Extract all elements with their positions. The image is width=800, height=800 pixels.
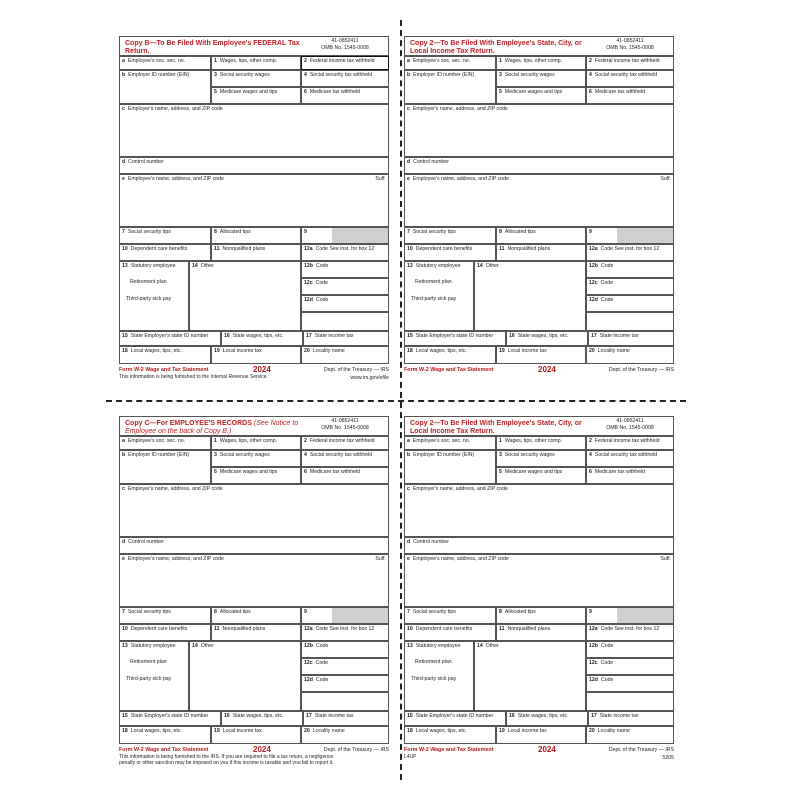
dept-label: Dept. of the Treasury — IRS: [323, 747, 389, 753]
box-13[interactable]: 13 Statutory employee Retirement plan Third-party sick pay: [119, 261, 189, 331]
box-12-blank: [301, 312, 389, 331]
box-12a[interactable]: 12a Code See inst. for box 12: [586, 244, 674, 261]
tax-year: 2024: [253, 745, 271, 754]
form-note: L4UP: [404, 754, 417, 760]
ein-omb: 41-0852411 OMB No. 1545-0008: [321, 418, 369, 431]
box-1[interactable]: 1 Wages, tips, other comp.: [211, 436, 301, 450]
box-1[interactable]: 1 Wages, tips, other comp.: [496, 56, 586, 70]
box-4[interactable]: 4 Social security tax withheld: [301, 70, 389, 87]
box-19[interactable]: 19 Local income tax: [496, 726, 586, 744]
box-11[interactable]: 11 Nonqualified plans: [211, 244, 301, 261]
box-12c[interactable]: 12c Code: [301, 658, 389, 675]
box-4[interactable]: 4 Social security tax withheld: [301, 450, 389, 467]
box-5[interactable]: 5 Medicare wages and tips: [211, 467, 301, 484]
box-c[interactable]: c Employer's name, address, and ZIP code: [119, 484, 389, 537]
box-16[interactable]: 16 State wages, tips, etc.: [506, 331, 588, 346]
box-8[interactable]: 8 Allocated tips: [211, 227, 301, 244]
box-12b[interactable]: 12b Code: [586, 261, 674, 278]
dept-label: Dept. of the Treasury — IRS: [323, 367, 389, 373]
box-10[interactable]: 10 Dependent care benefits: [404, 624, 496, 641]
box-4[interactable]: 4 Social security tax withheld: [586, 450, 674, 467]
box-15[interactable]: 15 State Employer's state ID number: [119, 711, 221, 726]
copy-title: Copy C—For EMPLOYEE'S RECORDS (See Notice to Employee on the back of Copy B.): [125, 420, 299, 435]
box-3[interactable]: 3 Social security wages: [211, 450, 301, 467]
box-2[interactable]: 2 Federal income tax withheld: [301, 56, 389, 70]
box-20[interactable]: 20 Locality name: [301, 726, 389, 744]
box-11[interactable]: 11 Nonqualified plans: [496, 624, 586, 641]
box-a[interactable]: a Employee's soc. sec. no.: [119, 56, 211, 70]
box-3[interactable]: 3 Social security wages: [496, 70, 586, 87]
box-b[interactable]: b Employer ID number (EIN): [404, 70, 496, 104]
box-13[interactable]: 13 Statutory employee Retirement plan Third-party sick pay: [404, 641, 474, 711]
box-b[interactable]: b Employer ID number (EIN): [119, 450, 211, 484]
box-3[interactable]: 3 Social security wages: [211, 70, 301, 87]
box-16[interactable]: 16 State wages, tips, etc.: [221, 711, 303, 726]
box-12d[interactable]: 12d Code: [586, 295, 674, 312]
box-e[interactable]: e Employee's name, address, and ZIP code Suff.: [119, 554, 389, 607]
box-14[interactable]: 14 Other: [189, 261, 301, 331]
box-17[interactable]: 17 State income tax: [303, 711, 389, 726]
box-19[interactable]: 19 Local income tax: [211, 726, 301, 744]
form-note: This information is being furnished to the IRS. If you are required to file a tax return, a negligence penalty or other sanction may be imposed on you if this income is taxable and you fail to report it.: [119, 754, 334, 766]
form-note: This information is being furnished to the Internal Revenue Service.: [119, 374, 268, 380]
box-13[interactable]: 13 Statutory employee Retirement plan Third-party sick pay: [119, 641, 189, 711]
box-4[interactable]: 4 Social security tax withheld: [586, 70, 674, 87]
box-12b[interactable]: 12b Code: [301, 641, 389, 658]
box-e[interactable]: e Employee's name, address, and ZIP code Suff.: [119, 174, 389, 227]
form-label: Form W-2 Wage and Tax Statement: [119, 367, 209, 373]
tax-year: 2024: [253, 365, 271, 374]
tax-year: 2024: [538, 745, 556, 754]
form-label: Form W-2 Wage and Tax Statement: [404, 367, 494, 373]
copy-title: Copy 2—To Be Filed With Employee's State, City, or Local Income Tax Return.: [410, 40, 582, 55]
box-12-blank: [301, 692, 389, 711]
box-c[interactable]: c Employer's name, address, and ZIP code: [119, 104, 389, 157]
box-9[interactable]: 9: [586, 607, 674, 624]
box-12c[interactable]: 12c Code: [301, 278, 389, 295]
w2-form-tr: [404, 36, 674, 382]
form-label: Form W-2 Wage and Tax Statement: [119, 747, 209, 753]
box-a[interactable]: a Employee's soc. sec. no.: [404, 436, 496, 450]
box-c[interactable]: c Employer's name, address, and ZIP code: [404, 484, 674, 537]
box-9[interactable]: 9: [586, 227, 674, 244]
box-17[interactable]: 17 State income tax: [588, 331, 674, 346]
box-6[interactable]: 6 Medicare tax withheld: [586, 467, 674, 484]
box-5[interactable]: 5 Medicare wages and tips: [496, 87, 586, 104]
box-6[interactable]: 6 Medicare tax withheld: [301, 87, 389, 104]
form-label: Form W-2 Wage and Tax Statement: [404, 747, 494, 753]
box-20[interactable]: 20 Locality name: [586, 346, 674, 364]
box-1[interactable]: 1 Wages, tips, other comp.: [496, 436, 586, 450]
box-19[interactable]: 19 Local income tax: [211, 346, 301, 364]
form-code: 5205: [662, 755, 674, 761]
box-20[interactable]: 20 Locality name: [301, 346, 389, 364]
box-2[interactable]: 2 Federal income tax withheld: [586, 436, 674, 450]
box-7[interactable]: 7 Social security tips: [119, 227, 211, 244]
box-2[interactable]: 2 Federal income tax withheld: [586, 56, 674, 70]
box-e[interactable]: e Employee's name, address, and ZIP code Suff.: [404, 174, 674, 227]
box-17[interactable]: 17 State income tax: [588, 711, 674, 726]
box-a[interactable]: a Employee's soc. sec. no.: [119, 436, 211, 450]
box-b[interactable]: b Employer ID number (EIN): [119, 70, 211, 104]
box-18[interactable]: 18 Local wages, tips, etc.: [119, 726, 211, 744]
box-12-blank: [586, 312, 674, 331]
box-18[interactable]: 18 Local wages, tips, etc.: [119, 346, 211, 364]
box-10[interactable]: 10 Dependent care benefits: [119, 244, 211, 261]
box-d[interactable]: d Control number: [119, 537, 389, 554]
box-9[interactable]: 9: [301, 227, 389, 244]
box-7[interactable]: 7 Social security tips: [119, 607, 211, 624]
box-17[interactable]: 17 State income tax: [303, 331, 389, 346]
box-12d[interactable]: 12d Code: [586, 675, 674, 692]
box-15[interactable]: 15 State Employer's state ID number: [404, 331, 506, 346]
box-12b[interactable]: 12b Code: [586, 641, 674, 658]
box-6[interactable]: 6 Medicare tax withheld: [301, 467, 389, 484]
box-b[interactable]: b Employer ID number (EIN): [404, 450, 496, 484]
box-6[interactable]: 6 Medicare tax withheld: [586, 87, 674, 104]
box-9[interactable]: 9: [301, 607, 389, 624]
ein-omb: 41-0852411 OMB No. 1545-0008: [321, 38, 369, 51]
box-12-blank: [586, 692, 674, 711]
box-8[interactable]: 8 Allocated tips: [496, 227, 586, 244]
box-8[interactable]: 8 Allocated tips: [496, 607, 586, 624]
box-11[interactable]: 11 Nonqualified plans: [496, 244, 586, 261]
box-d[interactable]: d Control number: [404, 537, 674, 554]
box-15[interactable]: 15 State Employer's state ID number: [119, 331, 221, 346]
box-16[interactable]: 16 State wages, tips, etc.: [221, 331, 303, 346]
box-11[interactable]: 11 Nonqualified plans: [211, 624, 301, 641]
w2-form-br: [404, 416, 674, 762]
box-12b[interactable]: 12b Code: [301, 261, 389, 278]
box-12a[interactable]: 12a Code See inst. for box 12: [586, 624, 674, 641]
box-7[interactable]: 7 Social security tips: [404, 607, 496, 624]
box-18[interactable]: 18 Local wages, tips, etc.: [404, 346, 496, 364]
box-14[interactable]: 14 Other: [474, 641, 586, 711]
ein-omb: 41-0852411 OMB No. 1545-0008: [606, 38, 654, 51]
box-10[interactable]: 10 Dependent care benefits: [404, 244, 496, 261]
box-15[interactable]: 15 State Employer's state ID number: [404, 711, 506, 726]
box-12d[interactable]: 12d Code: [301, 675, 389, 692]
copy-title: Copy 2—To Be Filed With Employee's State, City, or Local Income Tax Return.: [410, 420, 582, 435]
box-3[interactable]: 3 Social security wages: [496, 450, 586, 467]
box-12c[interactable]: 12c Code: [586, 658, 674, 675]
box-7[interactable]: 7 Social security tips: [404, 227, 496, 244]
box-d[interactable]: d Control number: [119, 157, 389, 174]
box-8[interactable]: 8 Allocated tips: [211, 607, 301, 624]
box-1[interactable]: 1 Wages, tips, other comp.: [211, 56, 301, 70]
horizontal-perforation: [106, 400, 686, 402]
box-10[interactable]: 10 Dependent care benefits: [119, 624, 211, 641]
w2-form-bl: [119, 416, 389, 766]
box-16[interactable]: 16 State wages, tips, etc.: [506, 711, 588, 726]
tax-year: 2024: [538, 365, 556, 374]
box-18[interactable]: 18 Local wages, tips, etc.: [404, 726, 496, 744]
efile-link[interactable]: www.irs.gov/efile: [350, 375, 389, 381]
dept-label: Dept. of the Treasury — IRS: [608, 747, 674, 753]
box-13[interactable]: 13 Statutory employee Retirement plan Third-party sick pay: [404, 261, 474, 331]
box-5[interactable]: 5 Medicare wages and tips: [211, 87, 301, 104]
box-20[interactable]: 20 Locality name: [586, 726, 674, 744]
box-5[interactable]: 5 Medicare wages and tips: [496, 467, 586, 484]
box-e[interactable]: e Employee's name, address, and ZIP code Suff.: [404, 554, 674, 607]
box-12a[interactable]: 12a Code See inst. for box 12: [301, 624, 389, 641]
w2-form-tl: [119, 36, 389, 382]
box-a[interactable]: a Employee's soc. sec. no.: [404, 56, 496, 70]
box-c[interactable]: c Employer's name, address, and ZIP code: [404, 104, 674, 157]
ein-omb: 41-0852411 OMB No. 1545-0008: [606, 418, 654, 431]
dept-label: Dept. of the Treasury — IRS: [608, 367, 674, 373]
box-2[interactable]: 2 Federal income tax withheld: [301, 436, 389, 450]
copy-title: Copy B—To Be Filed With Employee's FEDERAL Tax Return.: [125, 40, 300, 55]
box-14[interactable]: 14 Other: [474, 261, 586, 331]
box-12c[interactable]: 12c Code: [586, 278, 674, 295]
box-12a[interactable]: 12a Code See inst. for box 12: [301, 244, 389, 261]
box-d[interactable]: d Control number: [404, 157, 674, 174]
box-19[interactable]: 19 Local income tax: [496, 346, 586, 364]
box-14[interactable]: 14 Other: [189, 641, 301, 711]
box-12d[interactable]: 12d Code: [301, 295, 389, 312]
